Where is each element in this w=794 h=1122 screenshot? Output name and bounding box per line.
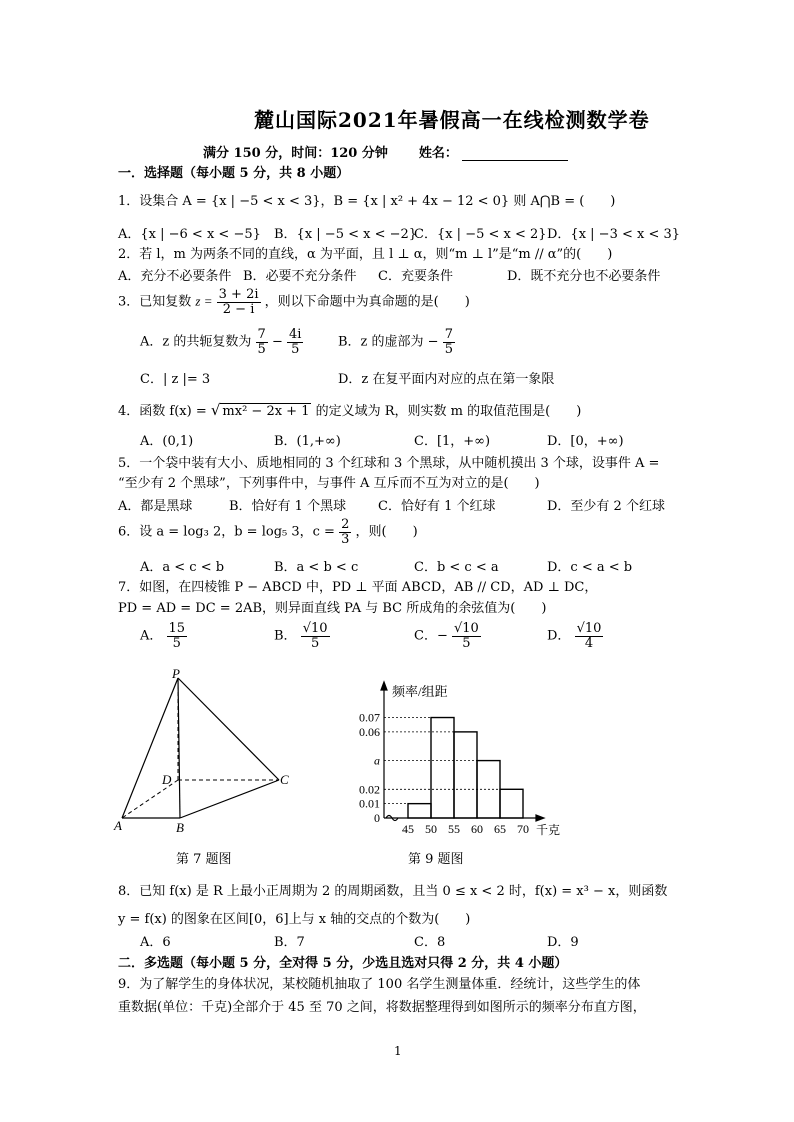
q5-option-a: A．都是黑球: [118, 499, 193, 514]
hist-xtick-label: 60: [471, 822, 483, 836]
label-A: A: [114, 818, 122, 833]
q2-option-c: C．充要条件: [378, 269, 453, 284]
q7-opt-c-num: √10: [453, 621, 479, 636]
q7-opt-a-den: 5: [172, 635, 181, 651]
figure-7-pyramid: [112, 668, 302, 838]
q6-frac-num: 2: [341, 517, 350, 532]
q1-option-d: D．{x | −3 < x < 3}: [547, 227, 681, 242]
q6-frac-den: 3: [341, 531, 350, 547]
q7-option-a: [140, 622, 187, 650]
q3-opt-b-frac-num: 7: [444, 327, 453, 342]
q3-frac-den: 2 − i: [222, 301, 255, 317]
question-6-stem: [118, 518, 418, 546]
hist-xtick-label: 45: [402, 822, 414, 836]
label-D: D: [162, 772, 172, 787]
hist-xtick-label: 55: [448, 822, 460, 836]
q6-stem-post: ，则( ): [355, 524, 418, 540]
edge-PA: [122, 678, 178, 818]
q7-opt-b-label: B．: [274, 628, 297, 644]
q5-option-d: D．至少有 2 个红球: [547, 499, 665, 514]
q6-option-a: A．a < c < b: [140, 560, 225, 575]
q6-option-d: D．c < a < b: [547, 560, 633, 575]
y-axis-arrow: [381, 682, 387, 690]
q8-option-c: C．8: [414, 935, 446, 950]
q3-option-d: D．z 在复平面内对应的点在第一象限: [338, 372, 555, 387]
q3-opt-a-frac1-num: 7: [257, 327, 266, 342]
q7-opt-d-num: √10: [576, 621, 602, 636]
q4-option-b: B．(1,+∞): [274, 434, 341, 449]
figure-9-histogram: [340, 680, 580, 840]
score-info: [203, 142, 568, 161]
name-label: 姓名：: [418, 146, 458, 161]
hist-xtick-label: 50: [425, 822, 437, 836]
hist-bar-45-50: [408, 804, 431, 818]
hist-ytick-label: 0.07: [359, 710, 380, 725]
q7-opt-c-den: 5: [462, 635, 471, 651]
q7-opt-b-frac: [301, 622, 330, 650]
q3-opt-a-minus: −: [271, 334, 283, 350]
hist-origin: 0: [374, 811, 380, 825]
q1-option-a: A．{x | −6 < x < −5}: [118, 227, 261, 242]
q3-stem-post: ，则以下命题中为真命题的是( ): [264, 294, 470, 310]
q6-stem-pre: 6．设 a = log₃ 2，b = log₅ 3，c =: [118, 524, 335, 540]
q4-stem-pre: 4．函数 f(x) =: [118, 404, 207, 419]
q5-option-c: C．恰好有 1 个红球: [378, 499, 496, 514]
q7-option-c: [414, 622, 481, 650]
score-text: 满分 150 分，时间：120 分钟: [203, 146, 388, 161]
question-4-stem: 4．函数 f(x) = √ mx² − 2x + 1 的定义域为 R，则实数 m 的取值范围是( ): [118, 401, 582, 419]
hist-bar-55-60: [454, 732, 477, 818]
q3-opt-b-frac: [443, 328, 455, 356]
q3-fraction: [217, 288, 261, 316]
q3-opt-b-frac-den: 5: [444, 341, 453, 357]
question-9-line-2: 重数据(单位：千克)全部介于 45 至 70 之间，将数据整理得到如图所示的频率分布直方图，: [118, 1000, 646, 1015]
q3-option-b: [338, 328, 455, 356]
q4-option-d: D．[0，+∞): [547, 434, 624, 449]
figure-7-caption: 第 7 题图: [176, 852, 232, 867]
q3-option-c: C．| z |= 3: [140, 372, 211, 387]
q2-option-a: A．充分不必要条件: [118, 269, 232, 284]
q6-option-c: C．b < c < a: [414, 560, 499, 575]
hist-yticks: [359, 711, 380, 811]
q7-opt-d-frac: [575, 622, 604, 650]
q3-option-a: [140, 328, 303, 356]
hist-ytick-label: 0.02: [359, 782, 380, 797]
q6-option-b: B．a < b < c: [274, 560, 359, 575]
edge-PC: [178, 678, 279, 780]
q3-opt-a-frac2-den: 5: [291, 341, 300, 357]
q7-opt-a-num: 15: [168, 621, 186, 636]
q3-stem-pre: 3．已知复数: [118, 294, 192, 310]
q4-option-c: C．[1，+∞): [414, 434, 491, 449]
q3-opt-a-frac1: [256, 328, 268, 356]
q7-opt-d-den: 4: [584, 635, 594, 651]
question-7-line-2: PD = AD = DC = 2AB，则异面直线 PA 与 BC 所成角的余弦值为( ): [118, 601, 547, 616]
q3-z-eq: z =: [195, 293, 213, 309]
label-C: C: [280, 772, 289, 787]
q8-option-b: B．7: [274, 935, 305, 950]
q7-opt-c-frac: [452, 622, 481, 650]
label-P: P: [172, 668, 180, 681]
hist-bar-50-55: [431, 718, 454, 818]
q5-option-b: B．恰好有 1 个黑球: [229, 499, 347, 514]
q3-opt-a-frac2-num: 4i: [288, 327, 302, 342]
q7-option-b: [274, 622, 330, 650]
q7-opt-d-label: D．: [547, 628, 571, 644]
q7-opt-c-label: C．−: [414, 628, 448, 644]
q7-option-d: [547, 622, 603, 650]
name-blank[interactable]: [462, 148, 568, 161]
x-axis-arrow: [536, 815, 544, 821]
q3-frac-num: 3 + 2i: [218, 287, 259, 302]
q3-opt-b-text: B．z 的虚部为 −: [338, 334, 439, 350]
hist-ytick-label: 0.06: [359, 724, 380, 739]
q3-opt-a-text: A．z 的共轭复数为: [140, 334, 252, 350]
q4-stem-post: 的定义域为 R，则实数 m 的取值范围是( ): [315, 404, 582, 419]
question-7-line-1: 7．如图，在四棱锥 P − ABCD 中，PD ⊥ 平面 ABCD，AB // CD，AD ⊥ DC，: [118, 580, 598, 595]
question-5-line-2: “至少有 2 个黑球”，下列事件中，与事件 A 互斥而不互为对立的是( ): [118, 476, 540, 491]
question-3-stem: [118, 288, 470, 316]
q4-radicand: mx² − 2x + 1: [222, 404, 310, 419]
question-2-stem: 2．若 l，m 为两条不同的直线，α 为平面，且 l ⊥ α，则“m ⊥ l”是“m // α”的( ): [118, 247, 613, 262]
q7-opt-b-num: √10: [302, 621, 328, 636]
hist-ylabel: 频率/组距: [392, 684, 448, 699]
q1-option-b: B．{x | −5 < x < −2}: [274, 227, 418, 242]
q8-option-d: D．9: [547, 935, 579, 950]
q7-opt-b-den: 5: [310, 635, 320, 651]
q8-option-a: A．6: [140, 935, 171, 950]
question-5-line-1: 5．一个袋中装有大小、质地相同的 3 个红球和 3 个黑球，从中随机摸出 3 个球，设事件 A =: [118, 456, 660, 471]
section-2-heading: 二．多选题（每小题 5 分，全对得 5 分，少选且选对只得 2 分，共 4 小题）: [118, 956, 568, 971]
hist-bars: [408, 718, 523, 818]
question-9-line-1: 9．为了解学生的身体状况，某校随机抽取了 100 名学生测量体重．经统计，这些学生的体: [118, 977, 641, 992]
hist-xtick-label: 70: [517, 822, 529, 836]
question-8-line-1: 8．已知 f(x) 是 R 上最小正周期为 2 的周期函数，且当 0 ≤ x < 2 时，f(x) = x³ − x，则函数: [118, 884, 668, 899]
hist-xticks: [402, 822, 529, 836]
q7-opt-a-label: A．: [140, 628, 163, 644]
hist-xlabel: 千克: [536, 823, 561, 837]
q1-option-c: C．{x | −5 < x < 2}: [414, 227, 547, 242]
hist-xtick-label: 65: [494, 822, 506, 836]
q2-option-b: B．必要不充分条件: [243, 269, 357, 284]
hist-ytick-label: a: [374, 753, 380, 768]
page-number: 1: [394, 1044, 402, 1058]
edge-BC: [180, 780, 279, 818]
q3-opt-a-frac1-den: 5: [257, 341, 266, 357]
q6-fraction: [339, 518, 351, 546]
q7-opt-a-frac: [167, 622, 188, 650]
page-title: 麓山国际2021年暑假高一在线检测数学卷: [254, 108, 650, 132]
hist-bar-65-70: [500, 789, 523, 818]
question-8-line-2: y = f(x) 的图象在区间[0，6]上与 x 轴的交点的个数为( ): [118, 912, 471, 927]
section-1-heading: 一．选择题（每小题 5 分，共 8 小题）: [118, 166, 350, 181]
q2-option-d: D．既不充分也不必要条件: [507, 269, 661, 284]
hist-ytick-label: 0.01: [359, 796, 380, 811]
figure-9-caption: 第 9 题图: [408, 852, 464, 867]
q4-option-a: A．(0,1): [140, 434, 194, 449]
question-1-stem: 1．设集合 A = {x | −5 < x < 3}，B = {x | x² + 4x − 12 < 0} 则 A⋂B = ( ): [118, 194, 616, 209]
q3-opt-a-frac2: [287, 328, 303, 356]
label-B: B: [176, 820, 184, 835]
